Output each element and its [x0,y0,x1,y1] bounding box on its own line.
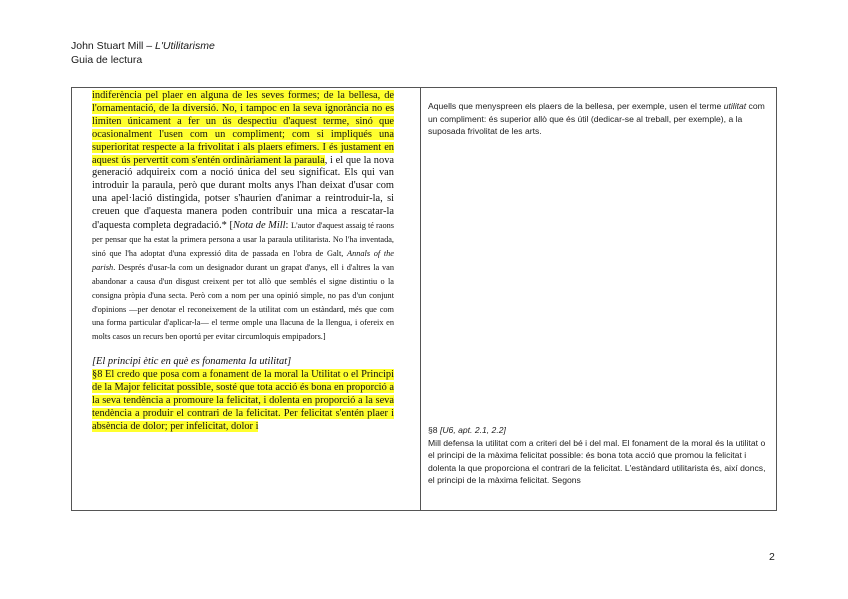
footnote-text [92,221,394,341]
header-work-title: L'Utilitarisme [155,40,215,52]
commentary-text: Mill defensa la utilitat com a criteri del bé i del mal. El fonament de la moral és la utilitat o el principi de la màxima felicitat possible: és bona tota acció que promou la felicitat i dolenta la que proporciona el contrari de la felicitat. L'estàndard utilitarista és, així doncs, el principi de la màxima felicitat. Segons [428,437,766,486]
section-heading: [El principi ètic en què es fonamenta la utilitat] [92,356,292,368]
header-author: John Stuart Mill – [71,40,156,52]
section-reference: [U6, apt. 2.1, 2.2] [439,425,506,435]
footnote-text-a: L'autor d'aquest assaig té raons per pensar que ha estat la primera persona a usar la paraula utilitarista. No l'ha inventada, sinó que l'ha adoptat d'una expressió dita de passada en l'obra de Galt, [92,221,395,258]
note-label: Nota de Mill [232,220,286,232]
column-divider [420,88,421,510]
commentary-text-b: com un compliment: és superior allò que és útil (dedicar-se al treball, per exemple), a la suposada frivolitat de les arts. [428,101,765,137]
page-number: 2 [769,551,775,563]
commentary-block [428,100,772,138]
book-title: Annals of the parish [92,248,394,272]
commentary-text-a: Aquells que menyspreen els plaers de la bellesa, per exemple, usen el terme [428,101,724,111]
source-text-column [92,90,394,434]
reading-guide-table [71,87,777,511]
commentary-block [428,424,772,487]
highlighted-text: §8 El credo que posa com a fonament de la moral la Utilitat o el Principi de la Major felicitat possible, sosté que tota acció és bona en proporció a la seva tendència a promoure la felicitat, i dolenta en proporció a la seva tendència a produir el contrari de la felicitat. Per felicitat s'entén plaer i absència de dolor; per infelicitat, dolor i [92,369,394,432]
header-title [71,39,215,53]
header-subtitle: Guia de lectura [71,54,143,66]
highlighted-text: indiferència pel plaer en alguna de les seves formes; de la bellesa, de l'ornamentació, de la diversió. No, i tampoc en la seva ignorància no es limiten únicament a fer un ús despectiu d'aquest terme, sinó que ocasionalment l'usen com un compliment; com si impliqués una superioritat respecte a la frivolitat i als plaers efímers. I és justament en aquest ús pervertit com s'entén ordinàriament la paraula [92,90,394,166]
body-text: , i el que la nova generació adquireix com a noció única del seu significat. Els qui van introduir la paraula, però que durant molts anys l'han deixat d'usar com una apel·lació distingida, potser s'haurien d'animar a reintroduir-la, si creuen que d'aquesta manera poden contribuir una mica a rescatar-la d'aquesta completa degradació.* [ [92,154,394,232]
text-paragraph [92,90,394,344]
note-colon: : [285,220,291,232]
commentary-text [428,100,772,138]
page-header [71,39,215,67]
commentary-emphasis: utilitat [723,101,747,111]
text-paragraph [92,369,394,434]
section-number: §8 [428,425,440,435]
footnote-text-b: . Després d'usar-la com un designador durant un grapat d'anys, ell i d'altres la van abandonar a causa d'un disgust creixent per tot allò que semblés el signe distintiu o la consigna pròpia d'una secta. Però com a nom per una opinió simple, no pas d'un conjunt d'opinions —per denotar el reconeixement de la utilitat com un estàndard, més que com una forma particular d'aplicar-la— el terme omple una llacuna de la llengua, i ofereix en molts casos un recurs ben oportú per evitar circumloquis empipadors.] [92,262,394,342]
commentary-heading [428,424,772,437]
